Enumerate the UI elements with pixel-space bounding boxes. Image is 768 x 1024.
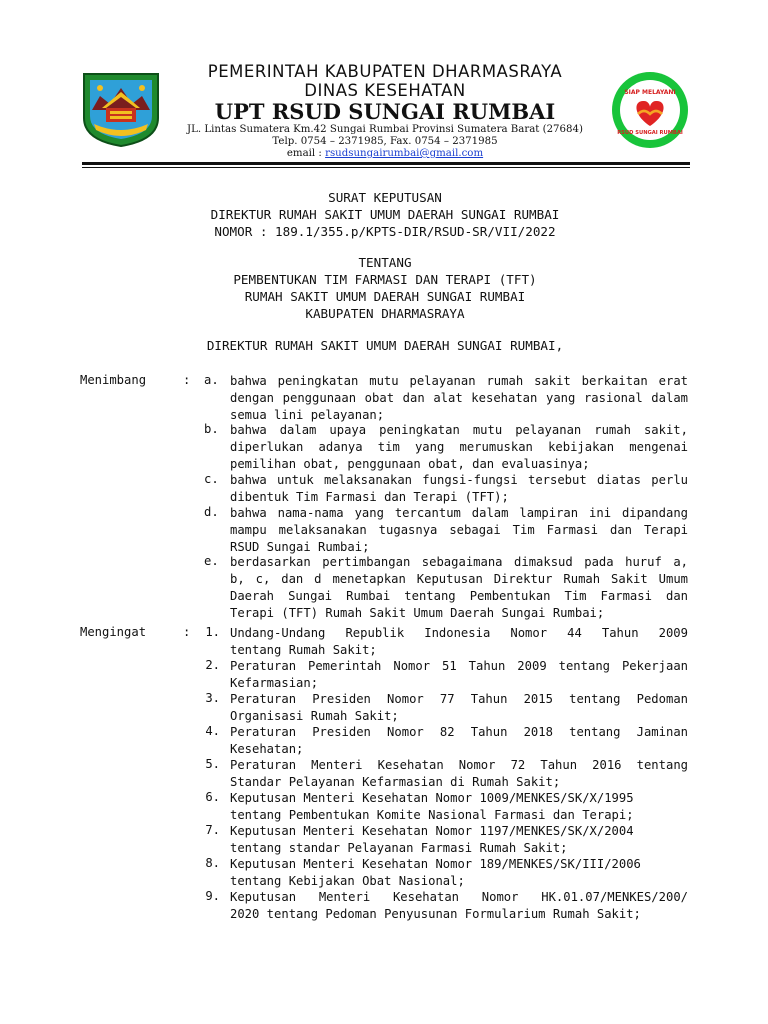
item-line: Kesehatan; (230, 742, 304, 756)
item-line: Keputusan Menteri Kesehatan Nomor 1009/MENKES/SK/X/1995 (230, 791, 634, 805)
email-label: email : (286, 148, 326, 159)
item-line: bahwa nama-nama yang tercantum dalam lampiran ini dipandang (230, 506, 688, 520)
doc-number: NOMOR : 189.1/355.p/KPTS-DIR/RSUD-SR/VII/2022 (214, 224, 556, 239)
item-line: Peraturan Presiden Nomor 82 Tahun 2018 tentang Jaminan (230, 725, 688, 739)
item-line: Peraturan Presiden Nomor 77 Tahun 2015 tentang Pedoman (230, 692, 688, 706)
mengingat-marker: 1. (205, 625, 220, 639)
item-line: b, c, dan d menetapkan Keputusan Direktur Rumah Sakit Umum (230, 572, 688, 586)
regency-coat-of-arms-icon (80, 70, 162, 148)
mengingat-item (230, 823, 688, 857)
item-line: bahwa dalam upaya peningkatan mutu pelayanan rumah sakit, (230, 423, 688, 437)
mengingat-marker: 7. (205, 823, 220, 837)
badge-bottom-text: RSUD SUNGAI RUMBAI (617, 130, 683, 136)
item-line: Peraturan Menteri Kesehatan Nomor 72 Tahun 2016 tentang (230, 758, 688, 772)
email-link[interactable]: rsudsungairumbai@gmail.com (325, 148, 484, 159)
item-line: Organisasi Rumah Sakit; (230, 709, 399, 723)
menimbang-marker: e. (204, 554, 219, 568)
mengingat-marker: 8. (205, 856, 220, 870)
mengingat-marker: 5. (205, 757, 220, 771)
menimbang-item (230, 422, 688, 473)
item-line: Daerah Sungai Rumbai tentang Pembentukan Tim Farmasi dan (230, 589, 688, 603)
menimbang-item (230, 505, 688, 556)
item-line: Undang-Undang Republik Indonesia Nomor 44 Tahun 2009 (230, 626, 688, 640)
item-line: Terapi (TFT) Rumah Sakit Umum Daerah Sungai Rumbai; (230, 606, 605, 620)
header-phone: Telp. 0754 – 2371985, Fax. 0754 – 2371985 (272, 136, 498, 147)
mengingat-marker: 4. (205, 724, 220, 738)
mengingat-item (230, 625, 688, 659)
mengingat-item (230, 790, 688, 824)
header-divider-thick (82, 162, 690, 165)
item-line: 2020 tentang Pedoman Penyusunan Formularium Rumah Sakit; (230, 907, 641, 921)
header-email-line (160, 148, 610, 159)
doc-about-label: TENTANG (358, 255, 412, 270)
menimbang-item (230, 472, 688, 506)
doc-subject-1: PEMBENTUKAN TIM FARMASI DAN TERAPI (TFT) (233, 272, 537, 287)
item-line: dibentuk Tim Farmasi dan Terapi (TFT); (230, 490, 509, 504)
doc-issuer: DIREKTUR RUMAH SAKIT UMUM DAERAH SUNGAI RUMBAI (210, 207, 560, 222)
menimbang-item (230, 554, 688, 622)
mengingat-item (230, 691, 688, 725)
mengingat-marker: 2. (205, 658, 220, 672)
item-line: berdasarkan pertimbangan sebagaimana dimaksud pada huruf a, (230, 555, 688, 569)
menimbang-marker: b. (204, 422, 219, 436)
mengingat-item (230, 658, 688, 692)
doc-subject-3: KABUPATEN DHARMASRAYA (305, 306, 465, 321)
header-address: JL. Lintas Sumatera Km.42 Sungai Rumbai Provinsi Sumatera Barat (27684) (187, 124, 583, 135)
header-divider-thin (82, 167, 690, 168)
item-line: tentang Kebijakan Obat Nasional; (230, 874, 465, 888)
menimbang-item (230, 373, 688, 424)
mengingat-item (230, 889, 688, 923)
header-hospital-name: UPT RSUD SUNGAI RUMBAI (214, 99, 556, 124)
mengingat-label: Mengingat (80, 625, 147, 639)
badge-top-text: SIAP MELAYANI (624, 89, 676, 96)
mengingat-item (230, 724, 688, 758)
item-line: dengan penggunaan obat dan alat kesehatan yang rasional dalam (230, 391, 688, 405)
menimbang-colon: : (183, 373, 191, 387)
item-line: tentang standar Pelayanan Farmasi Rumah Sakit; (230, 841, 568, 855)
mengingat-colon: : (183, 625, 191, 639)
doc-subject-2: RUMAH SAKIT UMUM DAERAH SUNGAI RUMBAI (244, 289, 526, 304)
mengingat-item (230, 757, 688, 791)
header-government: PEMERINTAH KABUPATEN DHARMASRAYA (207, 62, 563, 81)
mengingat-marker: 6. (205, 790, 220, 804)
item-line: tentang Pembentukan Komite Nasional Farmasi dan Terapi; (230, 808, 634, 822)
item-line: semua lini pelayanan; (230, 408, 385, 422)
header-department: DINAS KESEHATAN (304, 81, 466, 100)
item-line: tentang Rumah Sakit; (230, 643, 377, 657)
doc-type: SURAT KEPUTUSAN (328, 190, 442, 205)
item-line: bahwa peningkatan mutu pelayanan rumah sakit berkaitan erat (230, 374, 688, 388)
item-line: mampu melaksanakan tugasnya sebagai Tim Farmasi dan Terapi (230, 523, 688, 537)
hospital-badge-icon (610, 70, 690, 150)
item-line: Standar Pelayanan Kefarmasian di Rumah Sakit; (230, 775, 561, 789)
item-line: Keputusan Menteri Kesehatan Nomor HK.01.07/MENKES/200/ (230, 890, 688, 904)
item-line: bahwa untuk melaksanakan fungsi-fungsi tersebut diatas perlu (230, 473, 688, 487)
mengingat-marker: 9. (205, 889, 220, 903)
item-line: Peraturan Pemerintah Nomor 51 Tahun 2009 tentang Pekerjaan (230, 659, 688, 673)
menimbang-label: Menimbang (80, 373, 147, 387)
item-line: diperlukan adanya tim yang merumuskan kebijakan mengenai (230, 440, 688, 454)
item-line: RSUD Sungai Rumbai; (230, 540, 370, 554)
menimbang-marker: d. (204, 505, 219, 519)
item-line: Keputusan Menteri Kesehatan Nomor 1197/MENKES/SK/X/2004 (230, 824, 634, 838)
menimbang-marker: a. (204, 373, 219, 387)
item-line: pemilihan obat, penggunaan obat, dan evaluasinya; (230, 457, 590, 471)
menimbang-marker: c. (204, 472, 219, 486)
mengingat-marker: 3. (205, 691, 220, 705)
doc-preamble: DIREKTUR RUMAH SAKIT UMUM DAERAH SUNGAI RUMBAI, (206, 338, 564, 353)
item-line: Kefarmasian; (230, 676, 319, 690)
mengingat-item (230, 856, 688, 890)
item-line: Keputusan Menteri Kesehatan Nomor 189/MENKES/SK/III/2006 (230, 857, 641, 871)
